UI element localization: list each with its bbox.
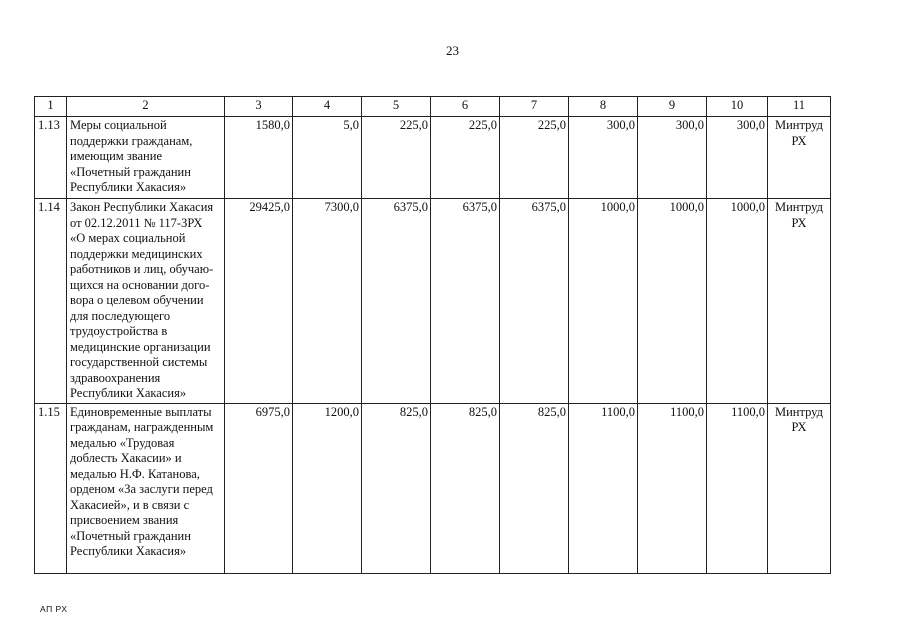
description-line: Республики Хакасия» — [70, 386, 187, 400]
row-description — [67, 403, 225, 573]
description-line: здравоохранения — [70, 370, 161, 385]
description-line: трудоустройства в — [70, 324, 168, 338]
description-line: доблесть Хакасии» и — [70, 451, 182, 465]
description-line: присвоением звания — [70, 513, 179, 527]
executor-line: Минтруд — [774, 118, 824, 132]
column-header: 5 — [362, 97, 431, 117]
description-line: гражданам, награжденным — [70, 420, 214, 434]
value-cell: 6975,0 — [225, 403, 293, 573]
column-header: 6 — [431, 97, 500, 117]
executor-line: РХ — [791, 133, 807, 148]
row-index: 1.15 — [35, 403, 67, 573]
description-line: поддержки гражданам, — [70, 133, 193, 148]
description-line: «О мерах социальной — [70, 231, 186, 245]
budget-table — [34, 96, 831, 574]
description-line: поддержки медицинских — [70, 246, 203, 261]
value-cell: 6375,0 — [500, 199, 569, 404]
value-cell: 1100,0 — [707, 403, 768, 573]
column-header: 2 — [67, 97, 225, 117]
value-cell: 7300,0 — [293, 199, 362, 404]
value-cell: 1100,0 — [638, 403, 707, 573]
description-line: Закон Республики Хакасия — [70, 200, 214, 214]
value-cell: 1000,0 — [707, 199, 768, 404]
value-cell: 300,0 — [638, 117, 707, 199]
description-line: имеющим звание — [70, 149, 162, 163]
value-cell: 300,0 — [707, 117, 768, 199]
executor-cell — [768, 117, 831, 199]
executor-cell — [768, 403, 831, 573]
value-cell: 825,0 — [500, 403, 569, 573]
description-line: медалью «Трудовая — [70, 435, 175, 450]
description-line: щихся на основании дого- — [70, 277, 210, 292]
description-line: для последующего — [70, 308, 171, 323]
value-cell: 225,0 — [362, 117, 431, 199]
description-line: медицинские организации — [70, 339, 211, 354]
row-index: 1.13 — [35, 117, 67, 199]
column-header: 7 — [500, 97, 569, 117]
row-description — [67, 117, 225, 199]
table-row — [35, 199, 831, 404]
description-line: «Почетный гражданин — [70, 164, 191, 179]
value-cell: 1000,0 — [569, 199, 638, 404]
row-description — [67, 199, 225, 404]
column-header: 4 — [293, 97, 362, 117]
header-row — [35, 97, 831, 117]
value-cell: 825,0 — [362, 403, 431, 573]
footer-mark: АП РХ — [40, 604, 68, 614]
description-line: работников и лиц, обучаю- — [70, 262, 214, 276]
column-header: 9 — [638, 97, 707, 117]
row-index: 1.14 — [35, 199, 67, 404]
column-header: 1 — [35, 97, 67, 117]
column-header: 3 — [225, 97, 293, 117]
executor-line: Минтруд — [774, 200, 824, 214]
description-line: медалью Н.Ф. Катанова, — [70, 466, 200, 481]
description-line: «Почетный гражданин — [70, 528, 191, 543]
value-cell: 300,0 — [569, 117, 638, 199]
column-header: 10 — [707, 97, 768, 117]
value-cell: 6375,0 — [362, 199, 431, 404]
value-cell: 1200,0 — [293, 403, 362, 573]
description-line: Республики Хакасия» — [70, 180, 187, 194]
value-cell: 225,0 — [500, 117, 569, 199]
description-line: Республики Хакасия» — [70, 544, 187, 558]
description-line: от 02.12.2011 № 117-ЗРХ — [70, 215, 203, 230]
description-line: орденом «За заслуги перед — [70, 482, 213, 496]
value-cell: 225,0 — [431, 117, 500, 199]
description-line: Хакасией», и в связи с — [70, 497, 190, 512]
executor-line: Минтруд — [774, 404, 824, 419]
page-number: 23 — [446, 43, 459, 58]
value-cell: 5,0 — [293, 117, 362, 199]
description-line: вора о целевом обучении — [70, 293, 204, 307]
value-cell: 29425,0 — [225, 199, 293, 404]
column-header: 11 — [768, 97, 831, 117]
column-header: 8 — [569, 97, 638, 117]
value-cell: 825,0 — [431, 403, 500, 573]
executor-cell — [768, 199, 831, 404]
description-line: Единовременные выплаты — [70, 404, 212, 419]
description-line: Меры социальной — [70, 118, 167, 132]
description-line: государственной системы — [70, 355, 208, 369]
value-cell: 1000,0 — [638, 199, 707, 404]
value-cell: 1100,0 — [569, 403, 638, 573]
value-cell: 1580,0 — [225, 117, 293, 199]
executor-line: РХ — [791, 215, 807, 230]
table-row — [35, 117, 831, 199]
value-cell: 6375,0 — [431, 199, 500, 404]
table-row — [35, 403, 831, 573]
executor-line: РХ — [791, 420, 807, 434]
